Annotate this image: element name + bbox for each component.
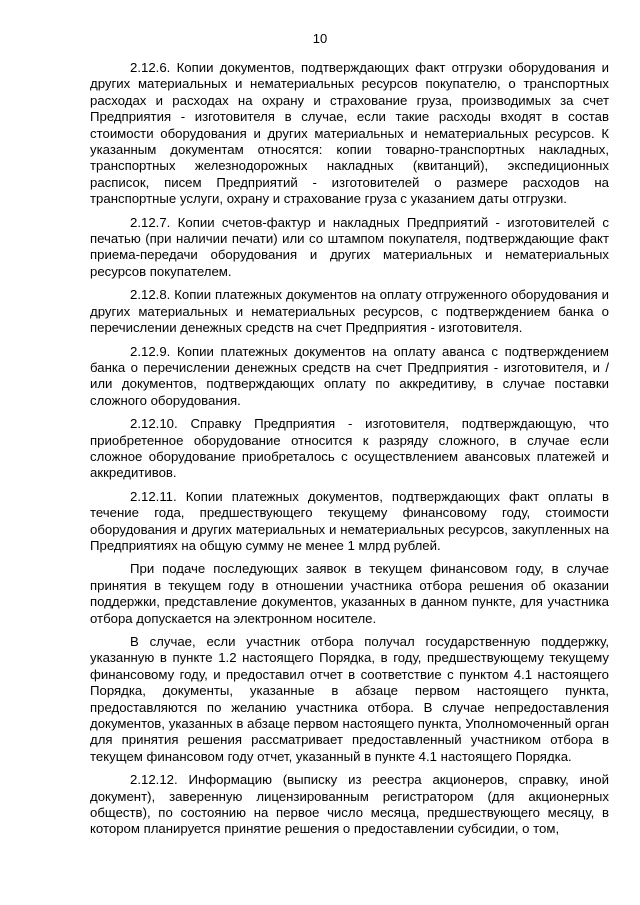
- document-body: [90, 60, 609, 845]
- paragraph-2-12-12: 2.12.12. Информацию (выписку из реестра акционеров, справку, иной документ), заверенную лицензированным регистратором (для акционерных обществ), по состоянию на первое число месяца, предшествующего месяцу, в котором планируется принятие решения о предоставлении субсидии, о том,: [90, 772, 609, 837]
- paragraph-2-12-7: 2.12.7. Копии счетов-фактур и накладных Предприятий - изготовителей с печатью (при наличии печати) или со штампом покупателя, подтверждающие факт приема-передачи оборудования и других материальных и нематериальных ресурсов покупателем.: [90, 214, 609, 279]
- paragraph-2-12-6: 2.12.6. Копии документов, подтверждающих факт отгрузки оборудования и других материальных и нематериальных ресурсов покупателю, о транспортных расходах и расходах на охрану и страхование груза, производимых за счет Предприятия - изготовителя в случае, если такие расходы входят в состав стоимости оборудования и других материальных и нематериальных ресурсов. К указанным документам относятся: копии товарно-транспортных накладных, транспортных железнодорожных накладных (квитанций), экспедиционных расписок, писем Предприятий - изготовителей о размере расходов на транспортные услуги, охрану и страхование груза с указанием даты отгрузки.: [90, 60, 609, 207]
- page-number: 10: [312, 31, 328, 46]
- paragraph-state-support-case: В случае, если участник отбора получал государственную поддержку, указанную в пункте 1.2 настоящего Порядка, в году, предшествующему текущему финансовому году, и предоставил отчет в соответствие с пунктом 4.1 настоящего Порядка, документы, указанные в абзаце первом настоящего пункта, предоставляются по желанию участника отбора. В случае непредоставления документов, указанных в абзаце первом настоящего пункта, Уполномоченный орган для принятия решения рассматривает предоставленный участником отбора в текущем финансовом году отчет, указанный в пункте 4.1 настоящего Порядка.: [90, 634, 609, 764]
- paragraph-2-12-9: 2.12.9. Копии платежных документов на оплату аванса с подтверждением банка о перечислении денежных средств на счет Предприятия - изготовителя, и / или документов, подтверждающих оплату по аккредитиву, в случае поставки сложного оборудования.: [90, 343, 609, 408]
- paragraph-subsequent-applications: При подаче последующих заявок в текущем финансовом году, в случае принятия в текущем году в отношении участника отбора решения об оказании поддержки, представление документов, указанных в данном пункте, для участника отбора допускается на электронном носителе.: [90, 561, 609, 626]
- paragraph-2-12-8: 2.12.8. Копии платежных документов на оплату отгруженного оборудования и других материальных и нематериальных ресурсов, с подтверждением банка о перечислении денежных средств на счет Предприятия - изготовителя.: [90, 287, 609, 336]
- paragraph-2-12-11: 2.12.11. Копии платежных документов, подтверждающих факт оплаты в течение года, предшествующего текущему финансовому году, стоимости оборудования и других материальных и нематериальных ресурсов, закупленных на Предприятиях на общую сумму не менее 1 млрд рублей.: [90, 488, 609, 553]
- paragraph-2-12-10: 2.12.10. Справку Предприятия - изготовителя, подтверждающую, что приобретенное оборудование относится к разряду сложного, в случае если сложное оборудование приобреталось с осуществлением авансовых платежей и аккредитивов.: [90, 416, 609, 481]
